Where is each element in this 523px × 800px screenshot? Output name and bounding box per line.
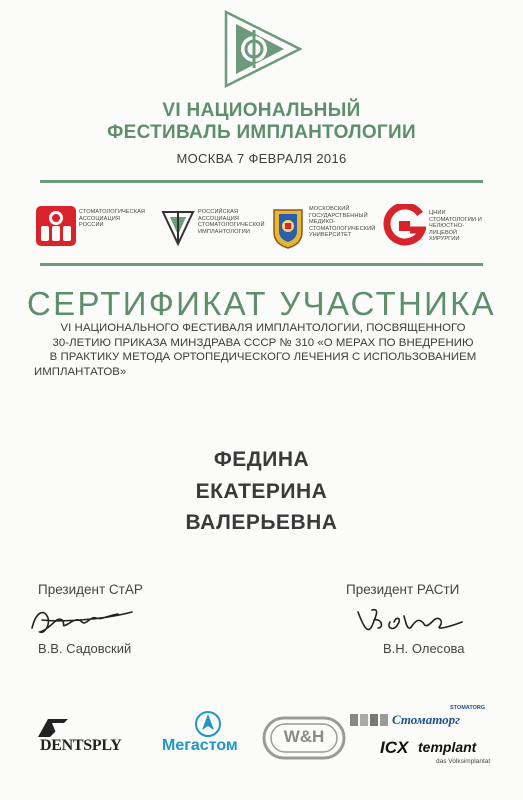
recipient-surname: ФЕДИНА xyxy=(213,448,310,471)
icx-tagline: das Volksimplantat xyxy=(436,758,491,765)
dentsply-swoosh-icon xyxy=(36,717,70,739)
certificate-title: СЕРТИФИКАТ УЧАСТНИКА xyxy=(27,285,496,322)
festival-title-line-1: VI НАЦИОНАЛЬНЫЙ xyxy=(162,100,361,121)
partner3-line3: МЕДИКО- xyxy=(309,219,336,226)
sponsor-megastom xyxy=(158,710,258,762)
festival-date: МОСКВА 7 ФЕВРАЛЯ 2016 xyxy=(176,151,347,166)
left-signer-name: В.В. Садовский xyxy=(38,641,132,656)
partner4-line2: СТОМАТОЛОГИИ И xyxy=(429,216,482,223)
partner1-line1: СТОМАТОЛОГИЧЕСКАЯ xyxy=(79,209,146,215)
right-signature-icon xyxy=(350,598,474,646)
partner4-line3: ЧЕЛЮСТНО-ЛИЦЕВОЙ xyxy=(429,223,465,236)
sponsor-stomatorg xyxy=(350,705,500,734)
megastom-wordmark: Мегастом xyxy=(162,737,238,754)
left-signer-role: Президент СтАР xyxy=(38,582,143,597)
university-crest-icon xyxy=(270,204,306,250)
divider-top xyxy=(40,180,483,183)
festival-title-line-2: ФЕСТИВАЛЬ ИМПЛАНТОЛОГИИ xyxy=(107,122,416,143)
partner3-line5: УНИВЕРСИТЕТ xyxy=(309,232,352,239)
recipient-first-name: ЕКАТЕРИНА xyxy=(195,480,328,503)
sponsor-icx-templant xyxy=(378,738,508,772)
partner2-line2: АССОЦИАЦИЯ xyxy=(198,215,240,222)
divider-middle xyxy=(40,263,483,266)
right-signer-role: Президент РАСтИ xyxy=(346,582,460,597)
stomatorg-wordmark: Стоматорг xyxy=(392,712,460,727)
description-line-4: ИМПЛАНТАТОВ» xyxy=(34,365,127,378)
description-line-1: VI НАЦИОНАЛЬНОГО ФЕСТИВАЛЯ ИМПЛАНТОЛОГИИ, ПОСВЯЩЕННОГО xyxy=(60,322,466,334)
rasti-logo-icon xyxy=(161,208,195,248)
certificate-description xyxy=(34,321,492,379)
partner4-line1: ЦНИИ xyxy=(429,210,446,216)
partner2-line4: ИМПЛАНТОЛОГИИ xyxy=(198,228,250,235)
sponsor-wh xyxy=(262,716,346,760)
sponsor-dentsply xyxy=(36,717,156,757)
description-line-3: В ПРАКТИКУ МЕТОДА ОРТОПЕДИЧЕСКОГО ЛЕЧЕНИЯ С ИСПОЛЬЗОВАНИЕМ xyxy=(49,351,477,364)
partner2-line1: РОССИЙСКАЯ xyxy=(198,209,239,215)
left-signature-icon xyxy=(22,598,146,646)
partner1-line3: РОССИИ xyxy=(79,222,104,229)
partner-rasti-logo xyxy=(161,200,267,254)
wh-wordmark: W&H xyxy=(283,727,325,746)
partner3-line1: МОСКОВСКИЙ xyxy=(309,206,350,212)
cniis-logo-icon xyxy=(382,204,426,248)
description-line-2: 30-ЛЕТИЮ ПРИКАЗА МИНЗДРАВА СССР № 310 «О МЕРАХ ПО ВНЕДРЕНИЮ xyxy=(52,336,474,349)
recipient-patronymic: ВАЛЕРЬЕВНА xyxy=(185,511,338,534)
megastom-emblem-icon xyxy=(188,710,228,738)
partner3-line4: СТОМАТОЛОГИЧЕСКИЙ xyxy=(309,225,376,232)
partner-cniis-logo xyxy=(382,200,492,254)
templant-wordmark: templant xyxy=(418,739,477,755)
partner1-line2: АССОЦИАЦИЯ xyxy=(79,215,121,222)
festival-logo-icon xyxy=(222,8,302,90)
stomatorg-brands-icon xyxy=(350,712,390,728)
icx-wordmark: ICX xyxy=(380,738,409,757)
star-logo-icon xyxy=(36,206,76,246)
dentsply-wordmark: DENTSPLY xyxy=(40,737,122,754)
partner2-line3: СТОМАТОЛОГИЧЕСКОЙ xyxy=(198,222,265,229)
partner3-line2: ГОСУДАРСТВЕННЫЙ xyxy=(309,212,368,219)
partner4-line4: ХИРУРГИИ xyxy=(429,236,460,243)
stomatorg-small-label: STOMATORG xyxy=(450,705,486,711)
partner-msmsu-logo xyxy=(270,200,380,254)
partner-star-logo xyxy=(36,200,156,254)
right-signer-name: В.Н. Олесова xyxy=(383,641,465,656)
